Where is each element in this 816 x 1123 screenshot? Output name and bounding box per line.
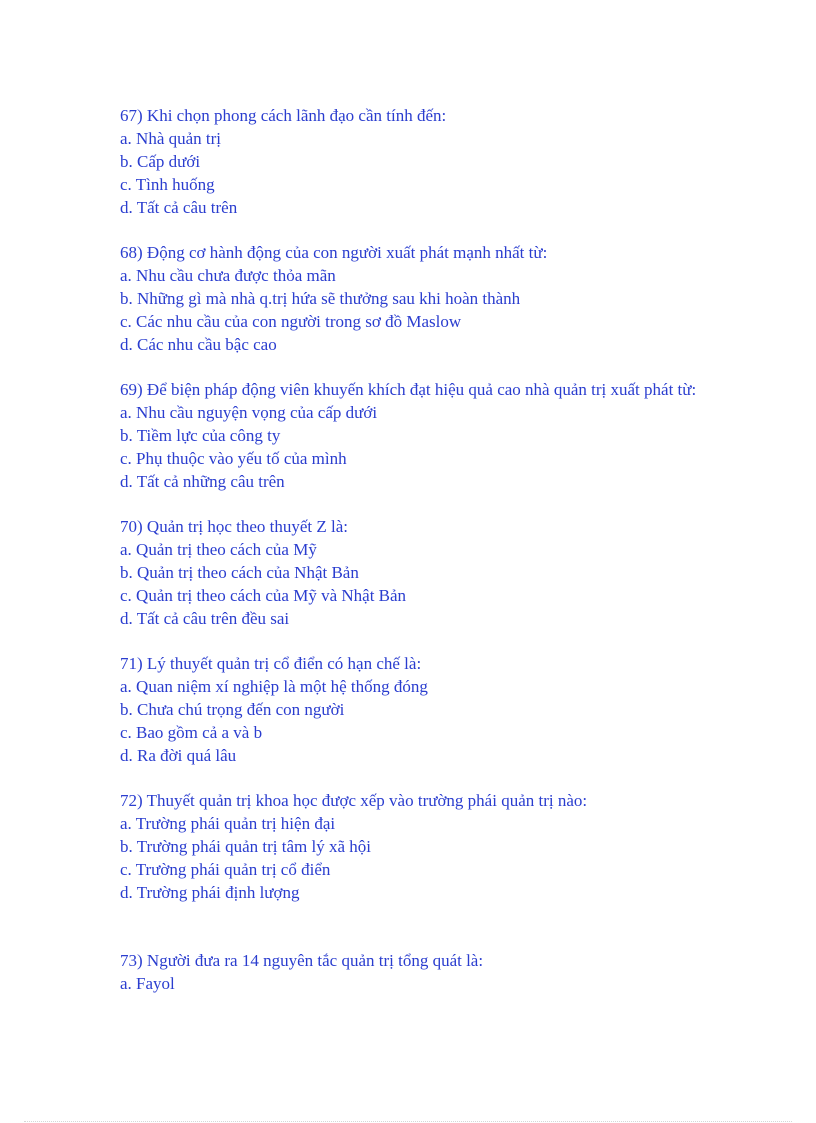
answer-option: b. Trường phái quản trị tâm lý xã hội	[120, 837, 371, 856]
answer-option: a. Quan niệm xí nghiệp là một hệ thống đóng	[120, 677, 428, 696]
answer-option: d. Tất cả câu trên	[120, 198, 238, 217]
answer-option: b. Quản trị theo cách của Nhật Bản	[120, 563, 359, 582]
question-prompt: 70) Quản trị học theo thuyết Z là:	[120, 517, 349, 536]
question-73	[120, 949, 710, 995]
question-prompt: 72) Thuyết quản trị khoa học được xếp vào trường phái quản trị nào:	[120, 791, 588, 810]
answer-option: b. Cấp dưới	[120, 152, 201, 171]
answer-option: a. Trường phái quản trị hiện đại	[120, 814, 336, 833]
page-bottom-rule	[24, 1121, 792, 1122]
question-prompt: 68) Động cơ hành động của con người xuất phát mạnh nhất từ:	[120, 243, 548, 262]
spacer	[120, 219, 710, 241]
answer-option: c. Trường phái quản trị cổ điển	[120, 860, 331, 879]
question-67	[120, 104, 710, 219]
spacer	[120, 630, 710, 652]
answer-option: d. Trường phái định lượng	[120, 883, 300, 902]
answer-option: b. Những gì mà nhà q.trị hứa sẽ thưởng sau khi hoàn thành	[120, 289, 521, 308]
answer-option: a. Fayol	[120, 974, 175, 993]
question-70	[120, 515, 710, 630]
question-68	[120, 241, 710, 356]
answer-option: d. Tất cả câu trên đều sai	[120, 609, 290, 628]
answer-option: a. Nhà quản trị	[120, 129, 222, 148]
answer-option: c. Bao gồm cả a và b	[120, 723, 263, 742]
answer-option: d. Các nhu cầu bậc cao	[120, 335, 277, 354]
question-prompt: 73) Người đưa ra 14 nguyên tắc quản trị tổng quát là:	[120, 951, 484, 970]
answer-option: d. Tất cả những câu trên	[120, 472, 285, 491]
spacer	[120, 767, 710, 789]
answer-option: c. Tình huống	[120, 175, 215, 194]
answer-option: a. Nhu cầu chưa được thỏa mãn	[120, 266, 336, 285]
answer-option: a. Nhu cầu nguyện vọng của cấp dưới	[120, 403, 378, 422]
answer-option: c. Các nhu cầu của con người trong sơ đồ Maslow	[120, 312, 462, 331]
answer-option: b. Chưa chú trọng đến con người	[120, 700, 345, 719]
question-prompt: 71) Lý thuyết quản trị cổ điển có hạn chế là:	[120, 654, 422, 673]
spacer	[120, 493, 710, 515]
question-71	[120, 652, 710, 767]
question-72	[120, 789, 710, 904]
question-list	[120, 104, 710, 995]
answer-option: c. Phụ thuộc vào yếu tố của mình	[120, 449, 347, 468]
spacer	[120, 356, 710, 378]
answer-option: b. Tiềm lực của công ty	[120, 426, 281, 445]
answer-option: a. Quản trị theo cách của Mỹ	[120, 540, 317, 559]
answer-option: d. Ra đời quá lâu	[120, 746, 237, 765]
answer-option: c. Quản trị theo cách của Mỹ và Nhật Bản	[120, 586, 407, 605]
spacer	[120, 904, 710, 949]
question-prompt: 69) Để biện pháp động viên khuyến khích đạt hiệu quả cao nhà quản trị xuất phát từ:	[120, 380, 697, 399]
question-69	[120, 378, 710, 493]
question-prompt: 67) Khi chọn phong cách lãnh đạo cần tính đến:	[120, 106, 447, 125]
